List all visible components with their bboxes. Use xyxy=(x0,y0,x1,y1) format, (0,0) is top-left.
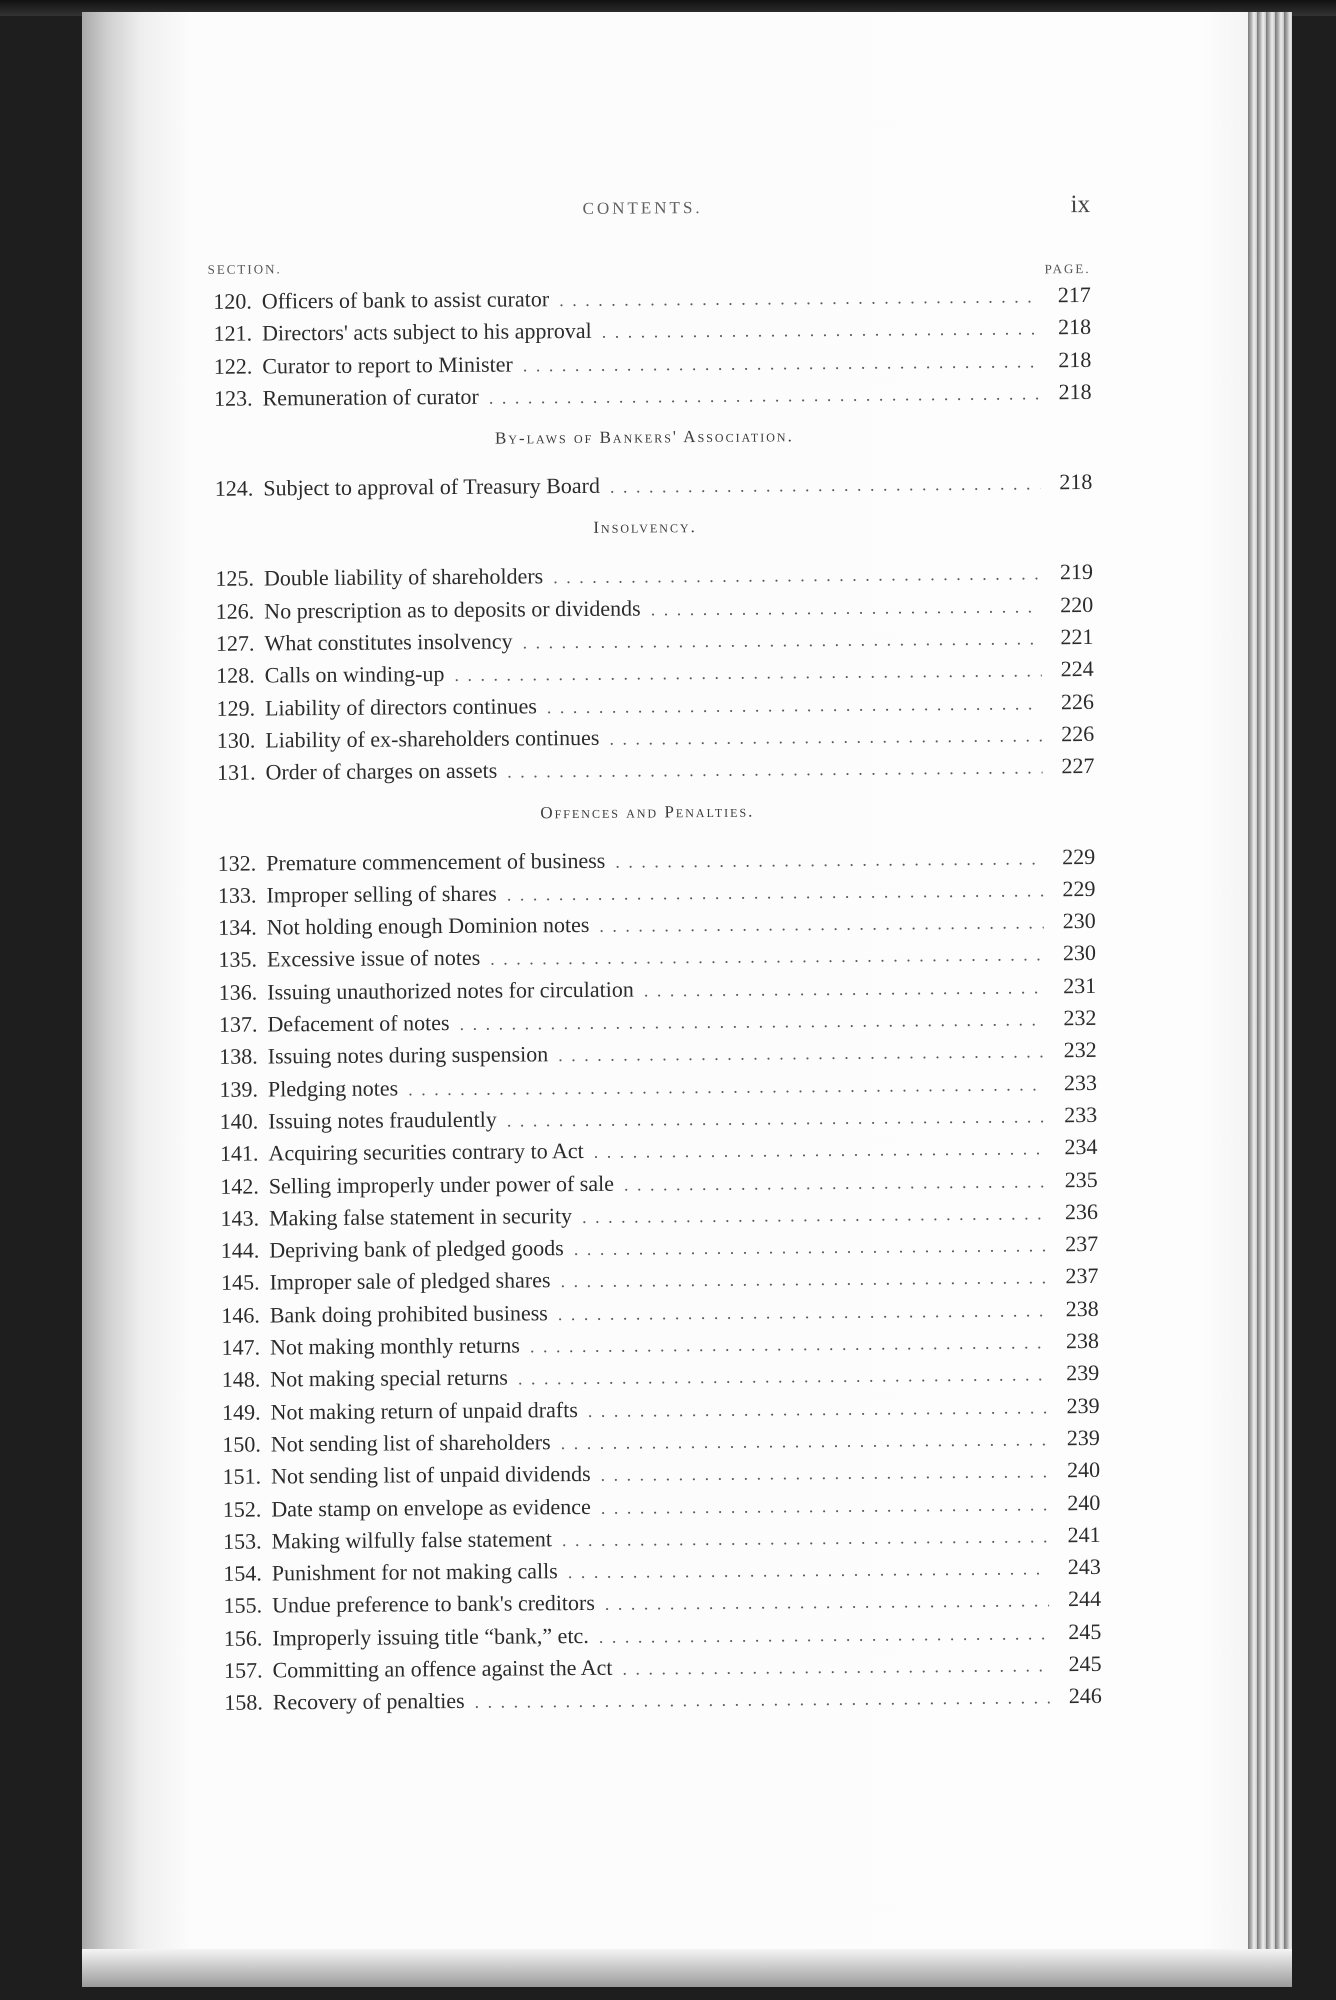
entry-page-number: 226 xyxy=(1061,720,1095,747)
entry-page-number: 238 xyxy=(1065,1327,1100,1354)
dot-leader xyxy=(609,719,1042,754)
section-number: 139. xyxy=(219,1076,259,1102)
entry-page-number: 221 xyxy=(1060,624,1094,650)
dot-leader xyxy=(568,1552,1049,1588)
dot-leader xyxy=(454,655,1042,692)
toc-entry xyxy=(207,1680,1102,1719)
section-number: 151. xyxy=(222,1463,262,1490)
section-number: 127. xyxy=(215,630,255,656)
dot-leader xyxy=(489,377,1040,413)
section-number: 147. xyxy=(221,1334,261,1360)
toc-entry xyxy=(199,750,1094,789)
entry-title: Directors' acts subject to his approval xyxy=(261,318,592,346)
entry-title: Remuneration of curator xyxy=(262,383,479,411)
entry-title: Acquiring securities contrary to Act xyxy=(268,1138,584,1166)
section-heading: By-laws of Bankers' Association. xyxy=(494,426,794,448)
dot-leader xyxy=(560,1262,1046,1298)
dot-leader xyxy=(459,1003,1044,1040)
entry-page-number: 232 xyxy=(1063,1004,1097,1031)
dot-leader xyxy=(615,842,1043,877)
entry-title: Date stamp on envelope as evidence xyxy=(271,1493,591,1521)
entry-page-number: 245 xyxy=(1068,1618,1102,1644)
entry-page-number: 239 xyxy=(1066,1360,1100,1386)
entry-page-number: 230 xyxy=(1062,908,1096,934)
section-heading: Offences and Penalties. xyxy=(540,801,755,822)
entry-title: Not making monthly returns xyxy=(269,1332,521,1360)
entry-title: Pledging notes xyxy=(267,1075,399,1102)
dot-leader xyxy=(518,1359,1048,1395)
page-bottom-shadow xyxy=(82,1949,1292,1987)
section-number: 133. xyxy=(217,882,257,908)
entry-title: Bank doing prohibited business xyxy=(269,1299,548,1328)
page-edge-stack xyxy=(1248,12,1292,1987)
entry-title: Recovery of penalties xyxy=(272,1688,465,1715)
dot-leader xyxy=(610,468,1041,503)
section-number: 141. xyxy=(219,1140,259,1167)
section-number: 152. xyxy=(222,1496,262,1522)
entry-page-number: 229 xyxy=(1062,843,1096,869)
entry-page-number: 226 xyxy=(1060,688,1095,714)
entry-page-number: 219 xyxy=(1059,559,1094,585)
dot-leader xyxy=(523,345,1040,381)
dot-leader xyxy=(475,1682,1050,1719)
entry-page-number: 237 xyxy=(1065,1263,1099,1289)
section-number: 154. xyxy=(223,1560,262,1586)
section-number: 144. xyxy=(220,1237,260,1263)
dot-leader xyxy=(599,1617,1050,1653)
dot-leader xyxy=(558,1294,1047,1330)
entry-page-number: 217 xyxy=(1057,281,1091,308)
section-number: 128. xyxy=(216,662,255,689)
entry-title: Excessive issue of notes xyxy=(266,945,481,972)
entry-page-number: 235 xyxy=(1064,1166,1098,1192)
entry-title: What constitutes insolvency xyxy=(264,628,513,656)
entry-page-number: 236 xyxy=(1064,1198,1099,1225)
dot-leader xyxy=(553,558,1041,594)
entry-title: Not making special returns xyxy=(270,1364,509,1392)
entry-page-number: 239 xyxy=(1066,1424,1100,1451)
section-number: 156. xyxy=(223,1625,263,1651)
dot-leader xyxy=(605,1585,1049,1620)
entry-page-number: 240 xyxy=(1066,1457,1101,1483)
dot-leader xyxy=(601,1456,1049,1492)
section-number: 130. xyxy=(216,727,256,753)
section-number: 135. xyxy=(218,946,258,973)
section-number: 158. xyxy=(224,1689,263,1716)
entry-page-number: 241 xyxy=(1067,1521,1101,1547)
entry-title: Committing an offence against the Act xyxy=(272,1654,613,1683)
entry-title: Depriving bank of pledged goods xyxy=(269,1235,564,1263)
section-column-label: SECTION. xyxy=(207,261,282,277)
dot-leader xyxy=(547,687,1042,723)
section-number: 143. xyxy=(220,1205,260,1231)
section-number: 153. xyxy=(222,1528,262,1554)
section-number: 155. xyxy=(223,1592,263,1619)
section-number: 129. xyxy=(216,695,256,721)
entry-page-number: 229 xyxy=(1062,875,1096,902)
section-number: 138. xyxy=(219,1043,258,1070)
section-number: 122. xyxy=(213,353,253,379)
section-number: 140. xyxy=(219,1108,259,1134)
entry-page-number: 227 xyxy=(1061,753,1095,779)
entry-title: Liability of ex-shareholders continues xyxy=(265,724,600,753)
entry-title: Improper selling of shares xyxy=(266,880,497,908)
entry-title: Not making return of unpaid drafts xyxy=(270,1396,578,1425)
section-number: 131. xyxy=(216,759,256,786)
dot-leader xyxy=(408,1068,1045,1105)
entry-page-number: 220 xyxy=(1060,591,1094,617)
entry-page-number: 239 xyxy=(1066,1392,1100,1418)
section-number: 142. xyxy=(220,1173,259,1199)
entry-title: Calls on winding-up xyxy=(264,661,445,688)
entry-page-number: 240 xyxy=(1067,1489,1101,1515)
section-number: 132. xyxy=(217,850,257,876)
entry-title: Selling improperly under power of sale xyxy=(268,1170,615,1198)
entry-page-number: 224 xyxy=(1060,656,1094,682)
entry-page-number: 245 xyxy=(1068,1650,1102,1677)
section-number: 145. xyxy=(220,1269,260,1296)
entry-title: Not sending list of unpaid dividends xyxy=(270,1461,591,1489)
entry-page-number: 238 xyxy=(1065,1295,1099,1321)
section-number: 134. xyxy=(218,914,257,940)
dot-leader xyxy=(507,1100,1046,1136)
entry-title: Making wilfully false statement xyxy=(271,1526,553,1554)
section-number: 157. xyxy=(223,1657,263,1683)
entry-title: Officers of bank to assist curator xyxy=(261,286,550,314)
entry-page-number: 244 xyxy=(1067,1586,1102,1612)
section-number: 137. xyxy=(218,1011,258,1037)
toc-entry xyxy=(196,376,1091,415)
dot-leader xyxy=(582,1197,1046,1233)
entry-title: Not holding enough Dominion notes xyxy=(266,912,590,940)
entry-title: Improper sale of pledged shares xyxy=(269,1267,551,1295)
toc-body xyxy=(196,279,1102,1720)
entry-page-number: 230 xyxy=(1062,940,1097,966)
dot-leader xyxy=(651,590,1042,625)
page-column-label: PAGE. xyxy=(1044,260,1091,277)
entry-title: Double liability of shareholders xyxy=(263,563,544,591)
entry-page-number: 243 xyxy=(1067,1554,1101,1580)
dot-leader xyxy=(490,939,1044,975)
dot-leader xyxy=(558,1036,1045,1072)
section-heading: Insolvency. xyxy=(593,517,697,538)
dot-leader xyxy=(561,1423,1048,1459)
section-number: 146. xyxy=(221,1302,260,1328)
running-title: CONTENTS. xyxy=(582,198,703,218)
toc-entry xyxy=(197,466,1092,505)
entry-title: Issuing notes fraudulently xyxy=(268,1106,497,1134)
entry-page-number: 232 xyxy=(1063,1037,1097,1063)
dot-leader xyxy=(599,907,1044,942)
section-number: 126. xyxy=(215,598,255,624)
dot-leader xyxy=(574,1229,1047,1265)
entry-page-number: 233 xyxy=(1063,1069,1098,1095)
entry-title: Issuing notes during suspension xyxy=(267,1041,549,1069)
section-number: 148. xyxy=(221,1366,261,1393)
entry-title: Liability of directors continues xyxy=(264,693,537,721)
entry-page-number: 246 xyxy=(1068,1683,1102,1709)
entry-title: Defacement of notes xyxy=(267,1010,450,1037)
entry-title: Order of charges on assets xyxy=(265,757,498,785)
dot-leader xyxy=(562,1520,1049,1556)
entry-title: Improperly issuing title “bank,” etc. xyxy=(272,1622,589,1651)
dot-leader xyxy=(602,313,1040,348)
dot-leader xyxy=(507,752,1042,788)
entry-title: Undue preference to bank's creditors xyxy=(271,1590,595,1618)
entry-page-number: 218 xyxy=(1058,378,1092,405)
running-head xyxy=(195,191,1090,234)
entry-title: Issuing unauthorized notes for circulation xyxy=(267,976,634,1005)
entry-page-number: 218 xyxy=(1057,314,1092,340)
entry-title: Not sending list of shareholders xyxy=(270,1429,551,1457)
entry-title: Making false statement in security xyxy=(268,1202,573,1231)
entry-page-number: 234 xyxy=(1064,1134,1098,1160)
page-number: ix xyxy=(1070,190,1091,219)
dot-leader xyxy=(522,622,1041,658)
dot-leader xyxy=(507,874,1044,910)
entry-page-number: 233 xyxy=(1064,1101,1098,1128)
section-number: 123. xyxy=(213,385,253,411)
section-number: 136. xyxy=(218,979,258,1005)
entry-title: No prescription as to deposits or dividends xyxy=(264,595,641,624)
entry-title: Punishment for not making calls xyxy=(271,1558,558,1586)
entry-page-number: 218 xyxy=(1058,346,1092,372)
section-number: 124. xyxy=(214,475,254,502)
section-number: 120. xyxy=(213,288,252,314)
entry-title: Subject to approval of Treasury Board xyxy=(263,473,601,501)
section-number: 125. xyxy=(215,566,255,592)
dot-leader xyxy=(559,280,1039,316)
dot-leader xyxy=(622,1649,1049,1684)
dot-leader xyxy=(588,1391,1048,1427)
section-number: 150. xyxy=(222,1431,261,1457)
dot-leader xyxy=(624,1165,1046,1200)
entry-page-number: 237 xyxy=(1065,1231,1099,1257)
dot-leader xyxy=(594,1133,1046,1169)
section-number: 149. xyxy=(221,1399,261,1425)
dot-leader xyxy=(644,971,1045,1006)
entry-title: Premature commencement of business xyxy=(266,847,606,876)
contents-listing xyxy=(195,191,1102,1720)
entry-title: Curator to report to Minister xyxy=(262,351,513,379)
dot-leader xyxy=(530,1326,1047,1362)
dot-leader xyxy=(601,1488,1049,1524)
entry-page-number: 218 xyxy=(1059,469,1093,495)
section-number: 121. xyxy=(213,320,253,347)
entry-page-number: 231 xyxy=(1063,972,1097,998)
